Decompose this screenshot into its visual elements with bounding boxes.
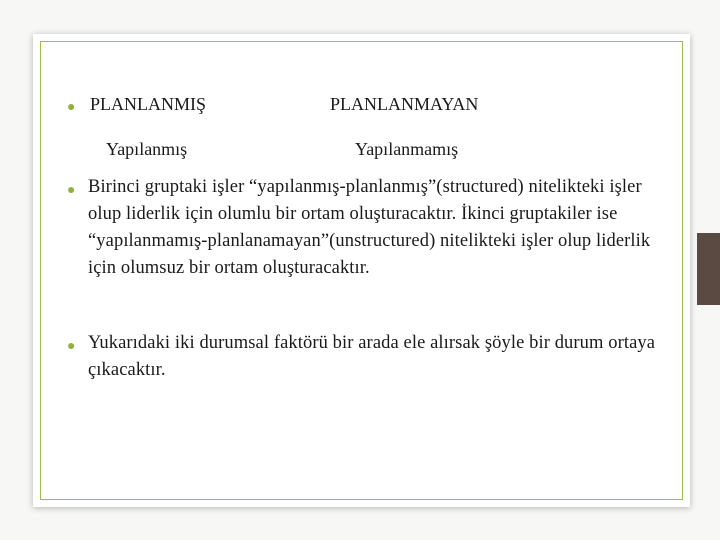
side-tab-decoration — [697, 233, 720, 305]
slide-card — [33, 34, 690, 507]
slide-content — [33, 34, 690, 507]
paragraph-2: Yukarıdaki iki durumsal faktörü bir arada ele alırsak şöyle bir durum ortaya çıkacaktır. — [88, 333, 656, 380]
heading-planlanmis: PLANLANMIŞ — [90, 94, 207, 114]
bullet-icon: ● — [67, 183, 76, 198]
label-yapilanmamis: Yapılanmamış — [355, 139, 459, 159]
paragraph-1: Birinci gruptaki işler “yapılanmış-planlanmış”(structured) nitelikteki işler olup liderlik için olumlu bir ortam oluşturacaktır. İkinci gruptakiler ise “yapılanmamış-planlanamayan”(unstructured) nitelikteki işler olup liderlik için olumsuz bir ortam oluşturacaktır. — [88, 177, 651, 278]
bullet-icon: ● — [67, 100, 76, 115]
heading-planlanmayan: PLANLANMAYAN — [330, 94, 479, 114]
bullet-icon: ● — [67, 339, 76, 354]
label-yapilanmis: Yapılanmış — [106, 139, 188, 159]
